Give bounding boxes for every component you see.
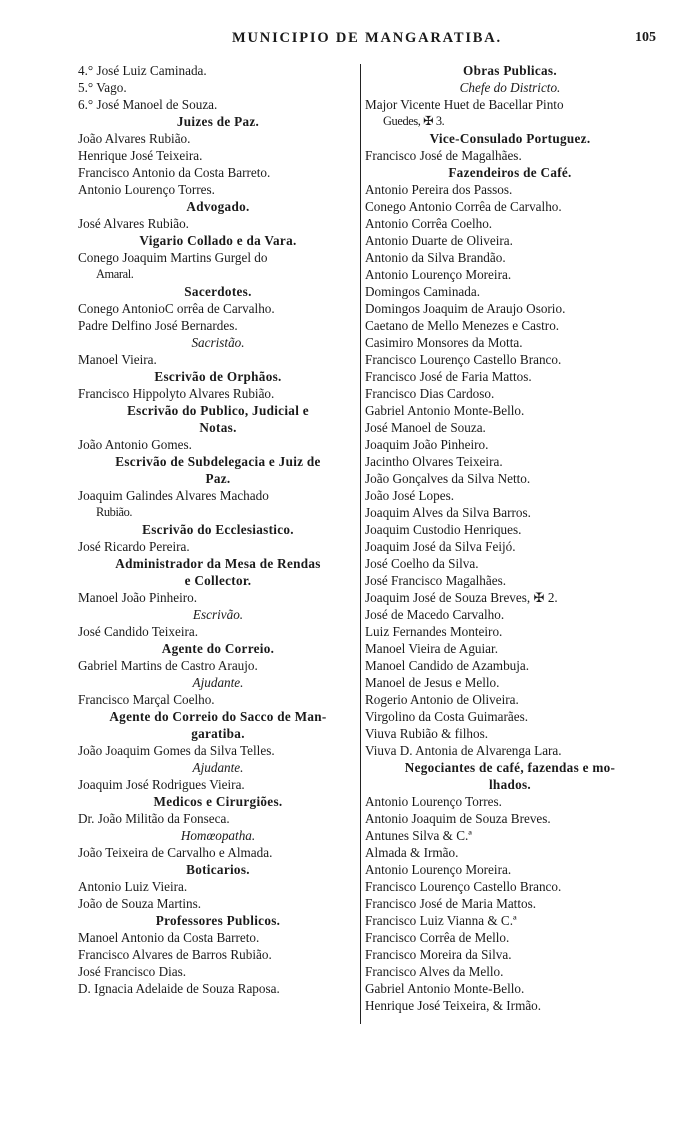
entry-line: Joaquim Galindes Alvares Machado bbox=[78, 488, 269, 503]
entry-line: João Gonçalves da Silva Netto. bbox=[365, 471, 531, 486]
entry-line: Francisco Moreira da Silva. bbox=[365, 947, 512, 962]
entry-line: Major Vicente Huet de Bacellar Pinto bbox=[365, 97, 564, 112]
entry-line: Francisco Dias Cardoso. bbox=[365, 386, 495, 401]
entry-line: Joaquim José de Souza Breves, ✠ 2. bbox=[365, 590, 558, 605]
entry-line: José Candido Teixeira. bbox=[78, 624, 199, 639]
entry-line: Francisco José de Magalhães. bbox=[365, 148, 522, 163]
entry-line: Antonio Lourenço Torres. bbox=[365, 794, 502, 809]
entry-line: Viuva D. Antonia de Alvarenga Lara. bbox=[365, 743, 562, 758]
section-heading: Escrivão do Ecclesiastico. bbox=[142, 522, 294, 537]
page-header bbox=[78, 30, 656, 52]
section-heading: Agente do Correio. bbox=[161, 641, 275, 656]
entry-line: Antonio Pereira dos Passos. bbox=[365, 182, 513, 197]
office-subheading: Ajudante. bbox=[192, 760, 244, 775]
page-number: 105 bbox=[635, 30, 656, 45]
entry-line: Virgolino da Costa Guimarães. bbox=[365, 709, 529, 724]
entry-line: Conego Antonio Corrêa de Carvalho. bbox=[365, 199, 562, 214]
section-heading: Administrador da Mesa de Rendas bbox=[115, 556, 321, 571]
office-subheading: Homœopatha. bbox=[180, 828, 256, 843]
entry-line: Gabriel Antonio Monte-Bello. bbox=[365, 403, 525, 418]
right-column bbox=[365, 62, 655, 1014]
entry-line: Antonio da Silva Brandão. bbox=[365, 250, 506, 265]
section-heading: Escrivão de Orphãos. bbox=[154, 369, 282, 384]
entry-line: Francisco José de Faria Mattos. bbox=[365, 369, 532, 384]
entry-line: Francisco Antonio da Costa Barreto. bbox=[78, 165, 271, 180]
entry-line: Dr. João Militão da Fonseca. bbox=[78, 811, 230, 826]
entry-line: Conego AntonioC orrêa de Carvalho. bbox=[78, 301, 275, 316]
entry-line: Gabriel Antonio Monte-Bello. bbox=[365, 981, 525, 996]
entry-line: Joaquim Alves da Silva Barros. bbox=[365, 505, 531, 520]
entry-line: Rogerio Antonio de Oliveira. bbox=[365, 692, 519, 707]
section-heading: lhados. bbox=[488, 777, 532, 792]
entry-line: Joaquim João Pinheiro. bbox=[365, 437, 489, 452]
section-heading: Professores Publicos. bbox=[155, 913, 281, 928]
entry-line: Jacintho Olvares Teixeira. bbox=[365, 454, 503, 469]
entry-line: Antunes Silva & C.ª bbox=[365, 828, 472, 843]
section-heading: Negociantes de café, fazendas e mo- bbox=[404, 760, 616, 775]
office-subheading: Sacristão. bbox=[191, 335, 245, 350]
entry-line: Antonio Corrêa Coelho. bbox=[365, 216, 493, 231]
entry-line: João Joaquim Gomes da Silva Telles. bbox=[78, 743, 275, 758]
entry-line: José Francisco Dias. bbox=[78, 964, 187, 979]
entry-line: José Ricardo Pereira. bbox=[78, 539, 190, 554]
entry-line: Antonio Lourenço Moreira. bbox=[365, 862, 512, 877]
entry-line: Manoel Vieira. bbox=[78, 352, 157, 367]
entry-line: Antonio Lourenço Moreira. bbox=[365, 267, 512, 282]
entry-line: Manoel Vieira de Aguiar. bbox=[365, 641, 498, 656]
entry-line: 6.° José Manoel de Souza. bbox=[78, 97, 218, 112]
entry-line: Guedes, ✠ 3. bbox=[383, 114, 445, 128]
section-heading: garatiba. bbox=[191, 726, 245, 741]
entry-line: João Antonio Gomes. bbox=[78, 437, 192, 452]
entry-line: Antonio Joaquim de Souza Breves. bbox=[365, 811, 551, 826]
entry-line: João de Souza Martins. bbox=[78, 896, 202, 911]
section-heading: e Collector. bbox=[184, 573, 252, 588]
entry-line: Francisco Alvares de Barros Rubião. bbox=[78, 947, 272, 962]
entry-line: 4.° José Luiz Caminada. bbox=[78, 63, 207, 78]
entry-line: João José Lopes. bbox=[365, 488, 455, 503]
entry-line: José Alvares Rubião. bbox=[78, 216, 189, 231]
entry-line: José Manoel de Souza. bbox=[365, 420, 486, 435]
section-heading: Vice-Consulado Portuguez. bbox=[429, 131, 591, 146]
entry-line: Henrique José Teixeira. bbox=[78, 148, 203, 163]
entry-line: Luiz Fernandes Monteiro. bbox=[365, 624, 503, 639]
entry-line: Manoel João Pinheiro. bbox=[78, 590, 198, 605]
entry-line: Domingos Caminada. bbox=[365, 284, 481, 299]
entry-line: Amaral. bbox=[96, 267, 134, 281]
office-subheading: Escrivão. bbox=[192, 607, 244, 622]
section-heading: Sacerdotes. bbox=[184, 284, 252, 299]
entry-line: Viuva Rubião & filhos. bbox=[365, 726, 489, 741]
entry-line: Joaquim Custodio Henriques. bbox=[365, 522, 522, 537]
left-column bbox=[78, 62, 358, 997]
entry-line: Antonio Lourenço Torres. bbox=[78, 182, 215, 197]
page-title: MUNICIPIO DE MANGARATIBA. bbox=[232, 30, 502, 46]
entry-line: João Alvares Rubião. bbox=[78, 131, 191, 146]
entry-line: Padre Delfino José Bernardes. bbox=[78, 318, 238, 333]
entry-line: Francisco Lourenço Castello Branco. bbox=[365, 352, 562, 367]
entry-line: Rubião. bbox=[96, 505, 133, 519]
entry-line: Francisco Luiz Vianna & C.ª bbox=[365, 913, 517, 928]
entry-line: Joaquim José Rodrigues Vieira. bbox=[78, 777, 245, 792]
section-heading: Boticarios. bbox=[186, 862, 250, 877]
entry-line: Domingos Joaquim de Araujo Osorio. bbox=[365, 301, 566, 316]
section-heading: Juizes de Paz. bbox=[176, 114, 260, 129]
entry-line: D. Ignacia Adelaide de Souza Raposa. bbox=[78, 981, 280, 996]
entry-line: José Francisco Magalhães. bbox=[365, 573, 506, 588]
entry-line: Joaquim José da Silva Feijó. bbox=[365, 539, 516, 554]
entry-line: Manoel Candido de Azambuja. bbox=[365, 658, 530, 673]
section-heading: Obras Publicas. bbox=[463, 63, 557, 78]
section-heading: Vigario Collado e da Vara. bbox=[139, 233, 297, 248]
entry-line: Manoel Antonio da Costa Barreto. bbox=[78, 930, 260, 945]
section-heading: Fazendeiros de Café. bbox=[448, 165, 572, 180]
section-heading: Agente do Correio do Sacco de Man- bbox=[109, 709, 327, 724]
entry-line: Francisco Corrêa de Mello. bbox=[365, 930, 510, 945]
entry-line: João Teixeira de Carvalho e Almada. bbox=[78, 845, 273, 860]
entry-line: Francisco José de Maria Mattos. bbox=[365, 896, 537, 911]
entry-line: Caetano de Mello Menezes e Castro. bbox=[365, 318, 560, 333]
section-heading: Notas. bbox=[199, 420, 237, 435]
entry-line: Antonio Luiz Vieira. bbox=[78, 879, 188, 894]
entry-line: Antonio Duarte de Oliveira. bbox=[365, 233, 513, 248]
entry-line: José de Macedo Carvalho. bbox=[365, 607, 505, 622]
section-heading: Escrivão do Publico, Judicial e bbox=[127, 403, 309, 418]
section-heading: Medicos e Cirurgiões. bbox=[153, 794, 283, 809]
section-heading: Paz. bbox=[205, 471, 231, 486]
column-divider bbox=[360, 64, 361, 1024]
entry-line: Francisco Marçal Coelho. bbox=[78, 692, 215, 707]
entry-line: Manoel de Jesus e Mello. bbox=[365, 675, 500, 690]
office-subheading: Ajudante. bbox=[192, 675, 244, 690]
entry-line: 5.° Vago. bbox=[78, 80, 127, 95]
entry-line: Francisco Alves da Mello. bbox=[365, 964, 504, 979]
entry-line: Henrique José Teixeira, & Irmão. bbox=[365, 998, 542, 1013]
entry-line: José Coelho da Silva. bbox=[365, 556, 479, 571]
entry-line: Gabriel Martins de Castro Araujo. bbox=[78, 658, 258, 673]
entry-line: Francisco Hippolyto Alvares Rubião. bbox=[78, 386, 275, 401]
section-heading: Escrivão de Subdelegacia e Juiz de bbox=[115, 454, 321, 469]
entry-line: Francisco Lourenço Castello Branco. bbox=[365, 879, 562, 894]
section-heading: Advogado. bbox=[186, 199, 250, 214]
entry-line: Casimiro Monsores da Motta. bbox=[365, 335, 523, 350]
entry-line: Almada & Irmão. bbox=[365, 845, 459, 860]
office-subheading: Chefe do Districto. bbox=[459, 80, 561, 95]
entry-line: Conego Joaquim Martins Gurgel do bbox=[78, 250, 268, 265]
